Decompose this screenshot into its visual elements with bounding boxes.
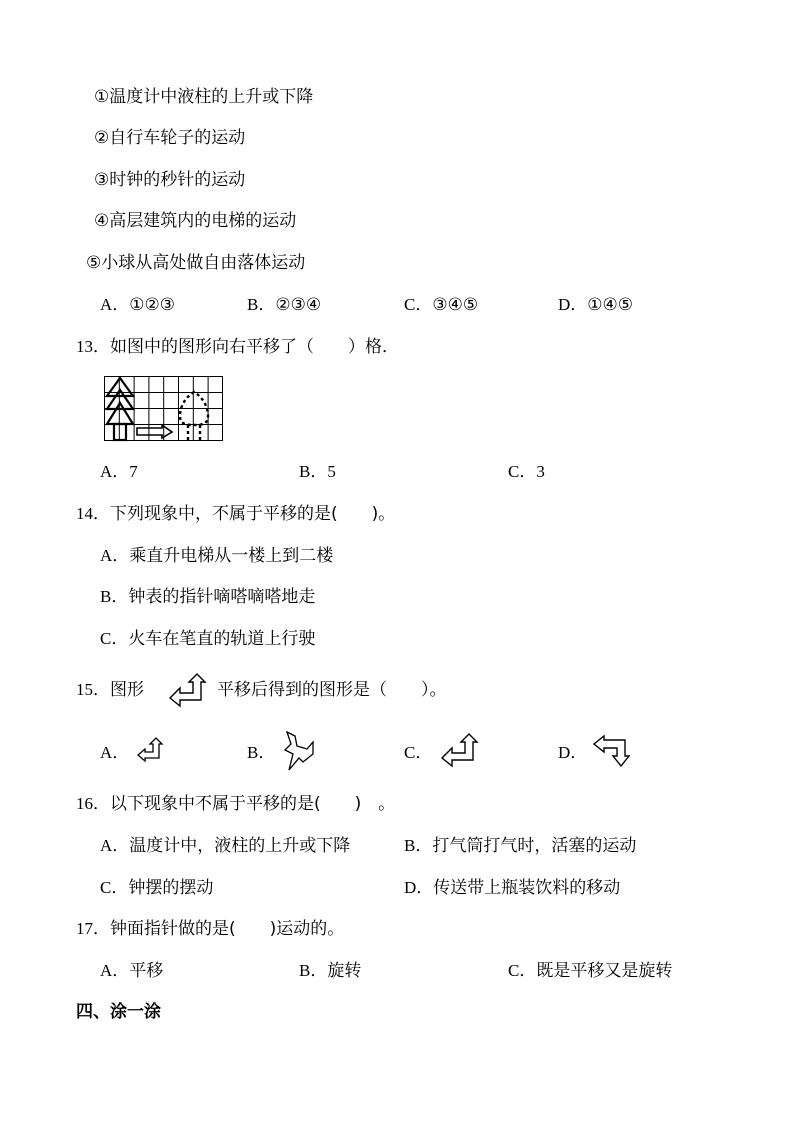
shape-option-b-icon bbox=[283, 732, 315, 770]
arrow-right-icon bbox=[137, 425, 172, 438]
arrow-shape-icon bbox=[168, 674, 208, 708]
option-a: A．①②③ bbox=[100, 295, 176, 315]
question-16: 16．以下现象中不属于平移的是( ) 。 bbox=[76, 794, 396, 814]
shape-option-c-icon bbox=[440, 734, 480, 768]
option-b: B．②③④ bbox=[247, 295, 322, 315]
shape-option-d-icon bbox=[592, 734, 632, 768]
option-b: B．打气筒打气时，活塞的运动 bbox=[404, 836, 637, 856]
option-a: A．温度计中，液柱的上升或下降 bbox=[100, 836, 351, 856]
option-a: A． bbox=[100, 743, 130, 762]
option-b: B． bbox=[247, 743, 276, 762]
option-b: B．5 bbox=[299, 462, 336, 481]
list-item: ①温度计中液柱的上升或下降 bbox=[94, 87, 314, 107]
option-d: D． bbox=[558, 743, 588, 762]
option-c: C．③④⑤ bbox=[404, 295, 479, 315]
question-13: 13．如图中的图形向右平移了（ ）格． bbox=[76, 337, 399, 357]
section-heading: 四、涂一涂 bbox=[76, 1002, 161, 1022]
question-15: 15．图形 bbox=[76, 680, 144, 700]
option-a: A．7 bbox=[100, 462, 138, 481]
option-b: B．钟表的指针嘀嗒嘀嗒地走 bbox=[100, 587, 316, 607]
option-a: A．平移 bbox=[100, 961, 164, 981]
list-item: ④高层建筑内的电梯的运动 bbox=[94, 211, 297, 231]
option-a: A．乘直升电梯从一楼上到二楼 bbox=[100, 546, 334, 566]
shape-option-a-icon bbox=[137, 738, 165, 764]
option-c: C．既是平移又是旋转 bbox=[508, 961, 673, 981]
question-14: 14．下列现象中，不属于平移的是( )。 bbox=[76, 504, 396, 524]
option-d: D．①④⑤ bbox=[558, 295, 634, 315]
list-item: ②自行车轮子的运动 bbox=[94, 128, 246, 148]
tree-shape bbox=[107, 378, 133, 440]
question-15-stem: 平移后得到的图形是（ ）。 bbox=[217, 680, 447, 700]
option-c: C．火车在笔直的轨道上行驶 bbox=[100, 629, 316, 649]
grid-translation-figure bbox=[104, 376, 226, 444]
question-17: 17．钟面指针做的是( )运动的。 bbox=[76, 919, 345, 939]
option-d: D．传送带上瓶装饮料的移动 bbox=[404, 878, 621, 898]
option-c: C．3 bbox=[508, 462, 545, 481]
list-item: ③时钟的秒针的运动 bbox=[94, 170, 246, 190]
option-c: C． bbox=[404, 743, 433, 762]
list-item: ⑤小球从高处做自由落体运动 bbox=[86, 253, 306, 273]
option-c: C．钟摆的摆动 bbox=[100, 878, 214, 898]
option-b: B．旋转 bbox=[299, 961, 362, 981]
dashed-tree-shape bbox=[180, 392, 208, 440]
